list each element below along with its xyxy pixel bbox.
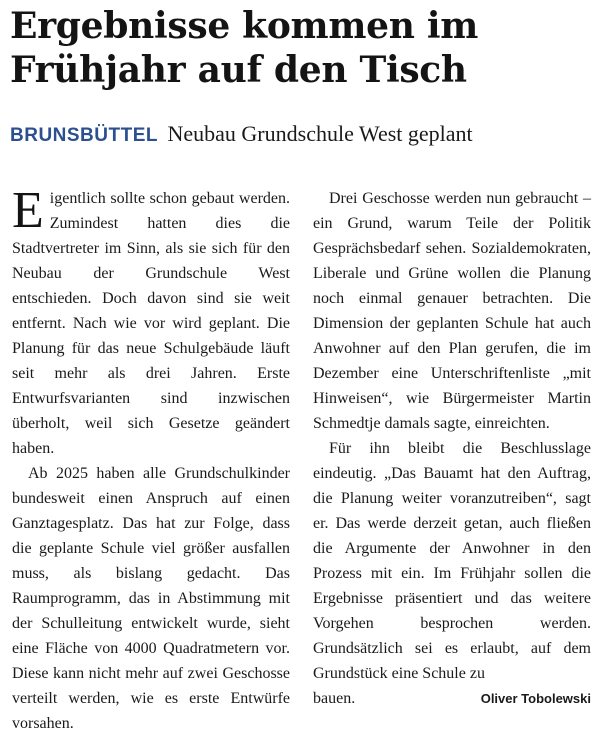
author-byline: Oliver Tobolewski <box>480 691 591 706</box>
subline <box>10 120 595 150</box>
closing-line <box>313 686 591 711</box>
paragraph-3: Drei Geschosse werden nun gebraucht – ein Grund, warum Teile der Politik Gesprächsbedarf sehen. Sozialdemokraten, Liberale und Grüne wollen die Planung noch einmal genauer betrachten. Die Dimension der geplanten Schule hat auch Anwohner auf den Plan gerufen, die im Dezember eine Unterschriftenliste „mit Hinweisen“, wie Bürgermeister Martin Schmedtje damals sagte, einreichten. <box>313 190 591 432</box>
dateline: BRUNSBÜTTEL <box>10 125 158 146</box>
dropcap: E <box>12 182 44 239</box>
paragraph-1 <box>12 182 290 461</box>
subtitle: Neubau Grundschule West geplant <box>167 121 473 146</box>
last-word: bauen. <box>313 690 356 707</box>
paragraph-4: Für ihn bleibt die Beschlusslage eindeutig. „Das Bauamt hat den Auftrag, die Planung weiter voranzutreiben“, sagt er. Das werde derzeit getan, auch fließen die Argumente der Anwohner in den Prozess mit ein. Im Frühjahr sollen die Ergebnisse präsentiert und das weitere Vorgehen besprochen werden. Grundsätzlich sei es erlaubt, auf dem Grundstück eine Schule zu <box>313 440 591 682</box>
paragraph-1-text: igentlich sollte schon gebaut werden. Zumindest hatten dies die Stadtvertreter im Sinn, als sie sich für den Neubau der Grundschule West entschieden. Doch davon sind sie weit entfernt. Nach wie vor wird geplant. Die Planung für das neue Schulgebäude läuft seit mehr als drei Jahren. Erste Entwurfsvarianten sind inzwischen überholt, weil sich Gesetze geändert haben. <box>12 190 290 457</box>
column-right <box>313 186 591 711</box>
article-headline <box>10 4 590 92</box>
column-left <box>12 182 290 736</box>
paragraph-2: Ab 2025 haben alle Grundschulkinder bundesweit einen Anspruch auf einen Ganztagesplatz. Das hat zur Folge, dass die geplante Schule viel größer ausfallen muss, als bislang gedacht. Das Raumprogramm, das in Abstimmung mit der Schulleitung entwickelt wurde, sieht eine Fläche von 4000 Quadratmetern vor. Diese kann nicht mehr auf zwei Geschosse verteilt werden, wie es erste Entwürfe vorsahen. <box>12 465 290 732</box>
headline-line-2: Frühjahr auf den Tisch <box>10 49 467 91</box>
headline-line-1: Ergebnisse kommen im <box>10 5 478 47</box>
